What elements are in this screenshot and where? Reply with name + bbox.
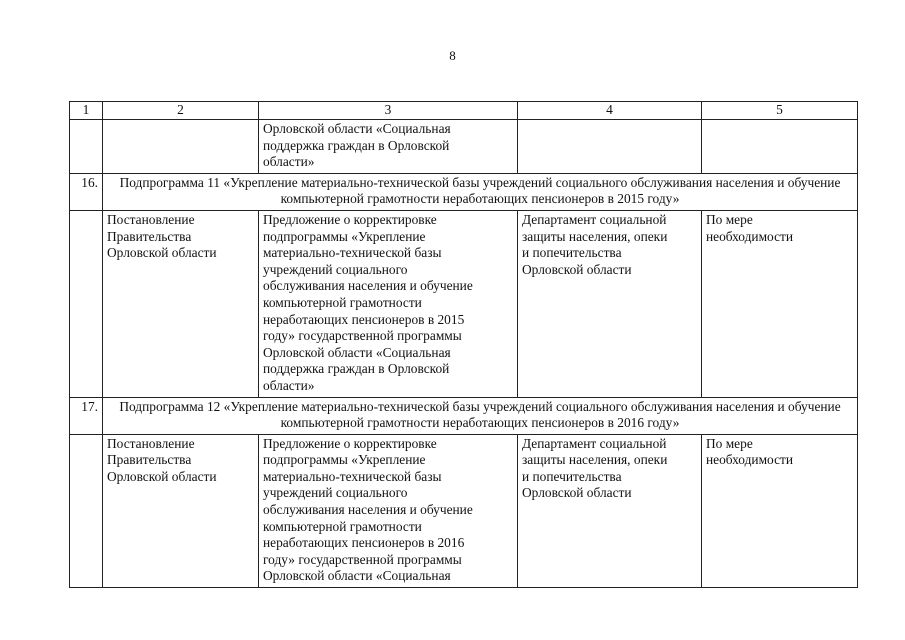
continuation-cell-4 xyxy=(518,120,702,174)
proposal-cell: Предложение о корректировке подпрограммы «Укрепление материально-технической базы учреждений социального обслуживания населения и обучение компьютерной грамотности неработающих пенсионеров в 2016 году» государственной программы Орловской области «Социальная xyxy=(259,434,518,587)
header-col-5: 5 xyxy=(702,102,858,120)
table-row-17 xyxy=(70,434,858,587)
subprogram-title: Подпрограмма 12 «Укрепление материально-технической базы учреждений социального обслуживания населения и обучение компьютерной грамотности неработающих пенсионеров в 2016 году» xyxy=(103,397,858,434)
subprogram-title-row-16 xyxy=(70,173,858,210)
continuation-cell-1 xyxy=(70,120,103,174)
plan-table xyxy=(69,101,858,588)
subprogram-title: Подпрограмма 11 «Укрепление материально-технической базы учреждений социального обслуживания населения и обучение компьютерной грамотности неработающих пенсионеров в 2015 году» xyxy=(103,173,858,210)
deadline-cell: По мере необходимости xyxy=(702,210,858,397)
row-number-empty xyxy=(70,210,103,397)
table-row-16 xyxy=(70,210,858,397)
row-number: 16. xyxy=(70,173,103,210)
row-number: 17. xyxy=(70,397,103,434)
row-number-empty xyxy=(70,434,103,587)
document-type-cell: Постановление Правительства Орловской области xyxy=(103,210,259,397)
deadline-cell: По мере необходимости xyxy=(702,434,858,587)
continuation-row xyxy=(70,120,858,174)
subprogram-title-row-17 xyxy=(70,397,858,434)
table-header-row xyxy=(70,102,858,120)
continuation-cell-5 xyxy=(702,120,858,174)
continuation-cell-3: Орловской области «Социальная поддержка граждан в Орловской области» xyxy=(259,120,518,174)
responsible-cell: Департамент социальной защиты населения, опеки и попечительства Орловской области xyxy=(518,210,702,397)
proposal-cell: Предложение о корректировке подпрограммы «Укрепление материально-технической базы учреждений социального обслуживания населения и обучение компьютерной грамотности неработающих пенсионеров в 2015 году» государственной программы Орловской области «Социальная поддержка граждан в Орловской области» xyxy=(259,210,518,397)
page-number: 8 xyxy=(449,48,456,63)
document-type-cell: Постановление Правительства Орловской области xyxy=(103,434,259,587)
header-col-1: 1 xyxy=(70,102,103,120)
header-col-2: 2 xyxy=(103,102,259,120)
header-col-3: 3 xyxy=(259,102,518,120)
header-col-4: 4 xyxy=(518,102,702,120)
responsible-cell: Департамент социальной защиты населения, опеки и попечительства Орловской области xyxy=(518,434,702,587)
continuation-cell-2 xyxy=(103,120,259,174)
